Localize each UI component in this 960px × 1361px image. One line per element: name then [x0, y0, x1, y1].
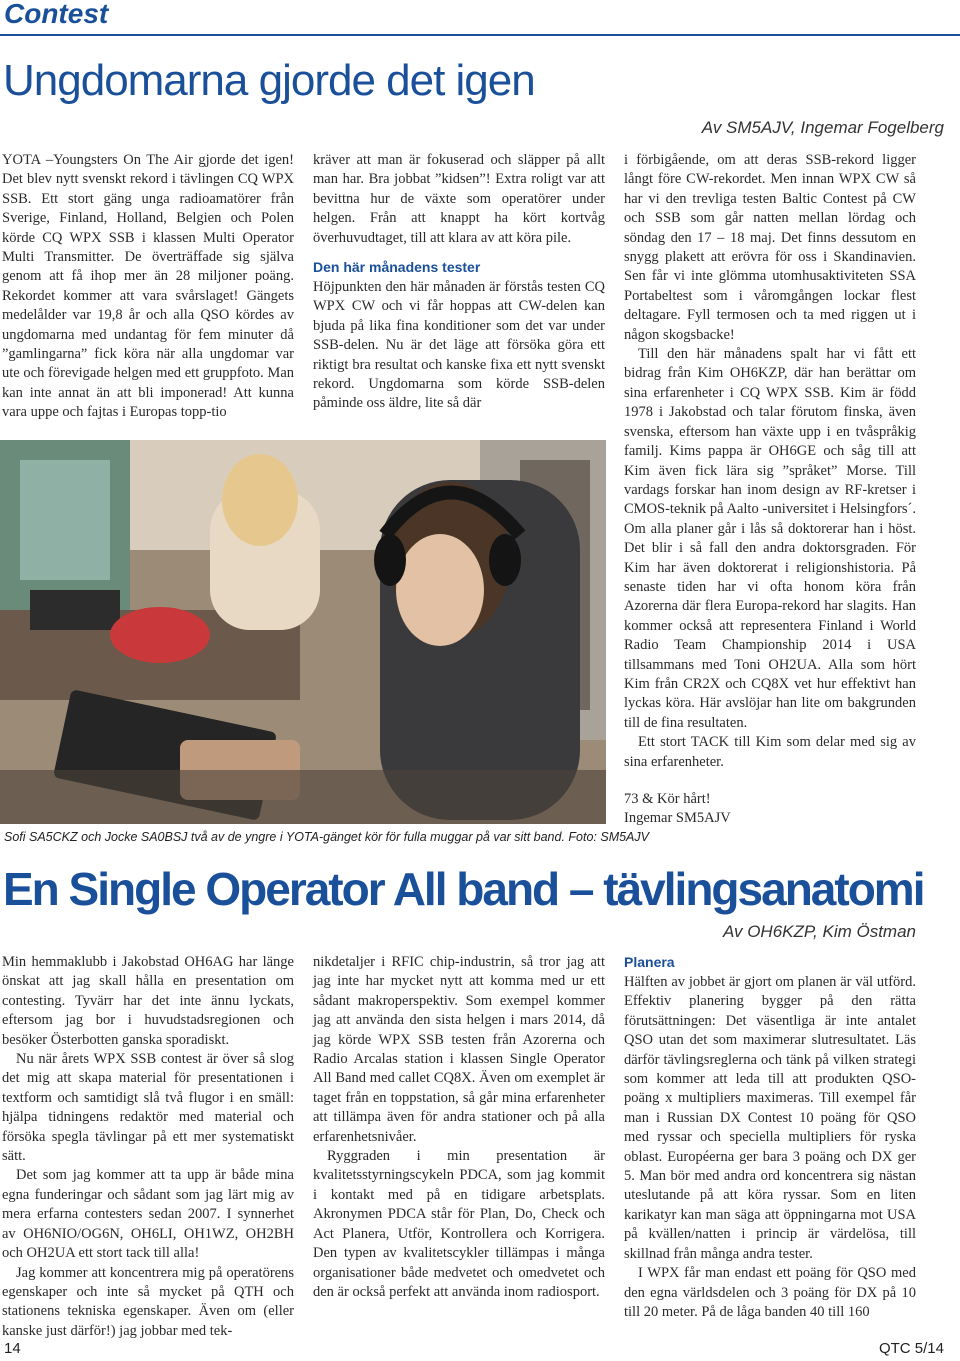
article1-byline: Av SM5AJV, Ingemar Fogelberg [701, 118, 944, 137]
paragraph: i förbigående, om att deras SSB-rekord ligger långt före CW-rekordet. Men innan WPX CW så har vi den trevliga testen Baltic Contest på CW och SSB som går natten mellan lördag och söndag den 17 – 18 maj. Det finns dessutom en snygg plakett att erövra för oss i Skandinavien. Sen får vi inte glömma utomhusaktiviteten SSA Portabeltest som i våromgången lockar flest deltagare. Fyll termosen och ta med riggen ut i någon skogsbacke! [624, 152, 916, 343]
photo-caption: Sofi SA5CKZ och Jocke SA0BSJ två av de yngre i YOTA-gänget kör för fulla muggar på var sitt band. Foto: SM5AJV [4, 830, 649, 844]
paragraph: I WPX får man endast ett poäng för QSO med den egna världsdelen och 3 poäng för DX på 10 till 20 meter. På de låga banden 40 till 160 [624, 1265, 916, 1320]
article2-title: En Single Operator All band – tävlingsanatomi [3, 863, 924, 915]
issue-label: QTC 5/14 [878, 1340, 944, 1357]
paragraph: Min hemmaklubb i Jakobstad OH6AG har länge önskat att jag skall hålla en presentation om contesting. Tyvärr har det inte ännu lyckats, eftersom jag bor i huvudstadsregionen och besöker Österbotten ganska sporadiskt. [2, 954, 294, 1048]
operators-photo [0, 440, 606, 824]
signoff-line: Ingemar SM5AJV [624, 810, 731, 827]
paragraph: Ryggraden i min presentation är kvalitetsstyrningscykeln PDCA, som jag kommit i kontakt med på en tidigare arbetsplats. Akronymen PDCA står för Plan, Do, Check och Act Planera, Utför, Kontrollera och Korrigera. Den typen av kvalitetscykler tillämpas i många organisationer både medvetet och omedvetet och den är också perfekt att använda inom radiosport. [313, 1148, 605, 1300]
article2-col2 [313, 953, 605, 1302]
article2-byline: Av OH6KZP, Kim Östman [722, 922, 916, 941]
paragraph: Jag kommer att koncentrera mig på operatörens egenskaper och inte så mycket på QTH och stationens tekniska egenskaper. Även om (eller kanske just därför!) jag jobbar med tek- [2, 1264, 294, 1339]
article2-col1 [2, 953, 294, 1341]
paragraph: YOTA –Youngsters On The Air gjorde det igen! Det blev nytt svenskt rekord i tävlingen CQ WPX SSB. Ett stort gäng unga radioamatörer från Sverige, Finland, Holland, Belgien och Polen körde CQ WPX SSB i klassen Multi Operator Multi Transmitter. De överträffade sig själva genom att få ihop mer än 28 miljoner poäng. Rekordet kommer att vara svårslaget! Gängets medelålder var 19,8 år och alla QSO kördes av ungdomarna med undantag för fem minuter då ”gamlingarna” fick köra när alla ungdomar var ute och förevigade helgen med ett gruppfoto. Man kan inte annat än att bli imponerad! Att kunna vara uppe och fajtas i Europas topp-tio [2, 152, 294, 421]
article1-col1 [2, 151, 294, 423]
paragraph: kräver att man är fokuserad och släpper på allt man har. Bra jobbat ”kidsen”! Extra roligt var att bevittna hur de växte som operatörer under helgen. Från att knappt ha kört kortvåg överhuvudtaget, till att klara av att köra pile. [313, 152, 605, 246]
signoff-line: 73 & Kör hårt! [624, 791, 711, 807]
paragraph: Hälften av jobbet är gjort om planen är väl utförd. Effektiv planering bygger på den rätta förutsättningen: Det väsentliga är inte antalet QSO utan det som maximerar slutresultatet. Läs därför tävlingsreglerna och tänk på vilken strategi som kommer att leda till att produkten QSO-poäng x multipliers maximeras. Till exempel får man i Russian DX Contest 10 poäng för QSO med ryssar och speciella multipliers för ryska oblast. Européerna ger bara 3 poäng och DX ger 5. Man bör med andra ord koncentrera sig nästan uteslutande på att köra ryssar. Som en liten karikatyr kan man säga att öppningarna mot USA på kvällen/natten i princip är värdelösa, till skillnad från många andra tester. [624, 974, 916, 1262]
paragraph: Nu när årets WPX SSB contest är över så slog det mig att skapa material för presentationen i textform och samtidigt slå två flugor i en smäll: hjälpa tidningens redaktör med material och försöka spegla tävlingar på ett mer systematiskt sätt. [2, 1051, 294, 1165]
article1-col2 [313, 151, 605, 414]
paragraph: Till den här månadens spalt har vi fått ett bidrag från Kim OH6KZP, där han berättar om sina erfarenheter i CQ WPX SSB. Kim är född 1978 i Jakobstad och talar förutom finska, även svenska, eftersom han växte upp i en tvåspråkig familj. Kims pappa är OH6GE och såg till att Kim även fick lära sig ”språket” Morse. Till vardags forskar han inom design av RF-kretser i CMOS-teknik på Aalto -universitet i Helsingfors´. Om alla planer går i lås så doktorerar han i höst. Det blir i så fall den andra doktorsgraden. För Kim har även doktorerat i religionshistoria. På senaste tiden har vi ofta honom köra från Azorerna där flera Europa-rekord har slagits. Han kommer också att representera Finland i World Radio Team Championship 2014 i USA tillsammans med Toni OH2UA. Alla som hört Kim från CR2X och CQ8X vet hur effektivt han lyckas köra. Här avslöjar han lite om bakgrunden till de fina resultaten. [624, 346, 916, 731]
article1-title: Ungdomarna gjorde det igen [3, 56, 535, 105]
paragraph: Ett stort TACK till Kim som delar med sig av sina erfarenheter. [624, 734, 916, 770]
article2-col3 [624, 953, 916, 1322]
paragraph: Det som jag kommer att ta upp är både mina egna funderingar och sådant som jag lärt mig av mera erfarna contesters sedan 2007. I synnerhet av OH6NIO/OG6N, OH6LI, OH1WZ, OH2BH och OH2UA ett stort tack till alla! [2, 1167, 294, 1262]
section-label: Contest [4, 0, 109, 29]
top-rule [0, 34, 960, 36]
subhead-planera: Planera [624, 954, 675, 970]
photo-illustration [0, 440, 606, 824]
page-number: 14 [4, 1340, 21, 1357]
subhead-monthly-tests: Den här månadens tester [313, 259, 481, 276]
paragraph: nikdetaljer i RFIC chip-industrin, så tror jag att jag inte har mycket nytt att komma med ur ett sådant makroperspektiv. Som exempel kommer jag att använda den sista helgen i mars 2014, då jag körde WPX SSB testen från Azorerna och Radio Arcalas station i klassen Single Operator All Band med callet CQ8X. Även om exemplet är taget från en toppstation, så går mina erfarenheter att tillämpa även för andra stationer och på alla erfarenhetsnivåer. [313, 954, 605, 1145]
article1-col3 [624, 151, 916, 829]
paragraph: Höjpunkten den här månaden är förstås testen CQ WPX CW och vi får hoppas att CW-delen kan bjuda på lika fina konditioner som det var under SSB-delen. Nu är det läge att försöka göra ett riktigt bra resultat och kanske fixa ett nytt svenskt rekord. Ungdomarna som körde SSB-delen påminde oss äldre, lite så där [313, 279, 605, 412]
